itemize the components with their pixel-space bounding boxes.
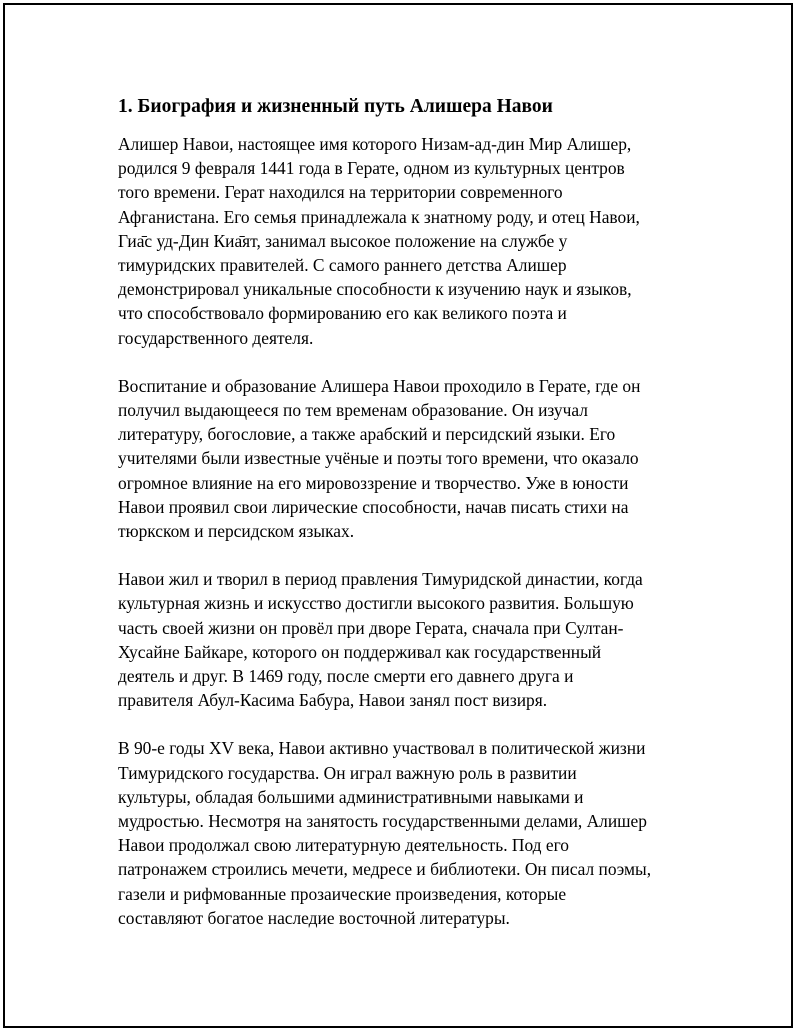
paragraph-line: учителями были известные учёные и поэты того времени, что оказало	[118, 448, 639, 469]
paragraph-line: Навои продолжал свою литературную деятельность. Под его	[118, 835, 569, 856]
paragraph-line: литературу, богословие, а также арабский и персидский языки. Его	[118, 424, 616, 445]
paragraph-line: деятель и друг. В 1469 году, после смерти его давнего друга и	[118, 666, 574, 687]
paragraph-2	[118, 374, 698, 543]
paragraph-3	[118, 567, 698, 712]
paragraph-line: Гиа̄с уд-Дин Киа̄ят, занимал высокое положение на службе у	[118, 230, 568, 251]
paragraph-line: правителя Абул-Касима Бабура, Навои занял пост визиря.	[118, 690, 548, 711]
paragraph-line: огромное влияние на его мировоззрение и творчество. Уже в юности	[118, 472, 629, 493]
paragraph-line: Навои проявил свои лирические способности, начав писать стихи на	[118, 496, 629, 517]
paragraph-line: получил выдающееся по тем временам образование. Он изучал	[118, 400, 588, 421]
paragraph-line: патронажем строились мечети, медресе и библиотеки. Он писал поэмы,	[118, 859, 652, 880]
paragraph-line: родился 9 февраля 1441 года в Герате, одном из культурных центров	[118, 158, 625, 179]
paragraph-line: культуры, обладая большими административными навыками и	[118, 786, 584, 807]
paragraph-line: В 90-е годы XV века, Навои активно участвовал в политической жизни	[118, 738, 646, 759]
paragraph-line: Воспитание и образование Алишера Навои проходило в Герате, где он	[118, 375, 641, 396]
paragraph-line: мудростью. Несмотря на занятость государственными делами, Алишер	[118, 811, 647, 832]
paragraph-line: культурная жизнь и искусство достигли высокого развития. Большую	[118, 593, 634, 614]
paragraph-line: демонстрировал уникальные способности к изучению наук и языков,	[118, 279, 632, 300]
document-body	[118, 94, 698, 930]
paragraph-4	[118, 736, 698, 930]
paragraph-line: Навои жил и творил в период правления Тимуридской династии, когда	[118, 569, 643, 590]
paragraph-line: государственного деятеля.	[118, 327, 314, 348]
paragraph-line: тюркском и персидском языках.	[118, 521, 355, 542]
paragraph-1	[118, 132, 698, 350]
section-heading: 1. Биография и жизненный путь Алишера Навои	[118, 96, 553, 117]
paragraph-line: что способствовало формированию его как великого поэта и	[118, 303, 567, 324]
paragraph-line: тимуридских правителей. С самого раннего детства Алишер	[118, 255, 567, 276]
paragraph-line: Афганистана. Его семья принадлежала к знатному роду, и отец Навои,	[118, 206, 640, 227]
paragraph-line: газели и рифмованные прозаические произведения, которые	[118, 883, 567, 904]
paragraph-line: Алишер Навои, настоящее имя которого Низам-ад-дин Мир Алишер,	[118, 134, 632, 154]
paragraph-line: Хусайне Байкаре, которого он поддерживал как государственный	[118, 641, 602, 662]
paragraph-line: Тимуридского государства. Он играл важную роль в развитии	[118, 762, 577, 783]
paragraph-line: часть своей жизни он провёл при дворе Герата, сначала при Султан-	[118, 617, 624, 638]
paragraph-line: составляют богатое наследие восточной литературы.	[118, 907, 510, 928]
paragraph-line: того времени. Герат находился на территории современного	[118, 182, 563, 203]
